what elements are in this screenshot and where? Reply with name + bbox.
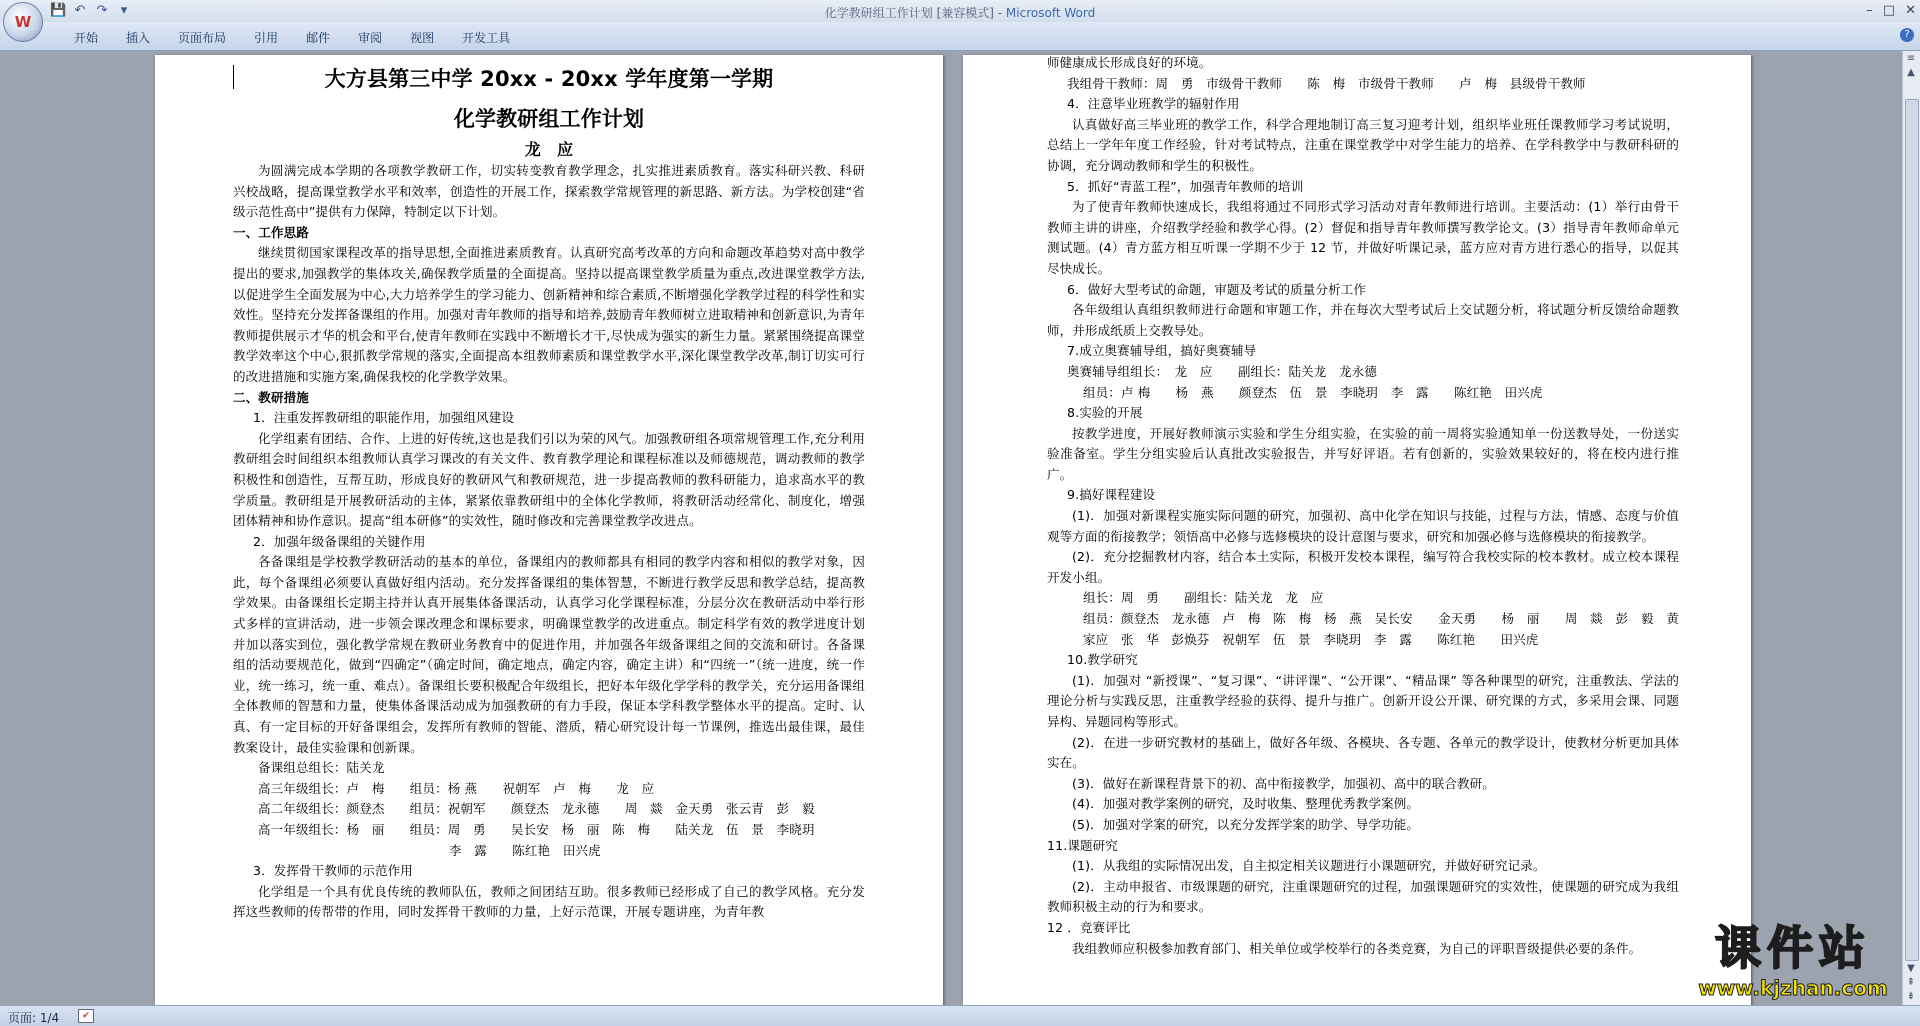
customize-qat-icon[interactable]: ▾ [120, 3, 128, 18]
list-item: 李 露 陈红艳 田兴虎 [449, 842, 601, 858]
list-item: 高三年级组长：卢 梅 组员：杨 燕 祝朝军 卢 梅 龙 应 [258, 780, 655, 796]
paragraph: 继续贯彻国家课程改革的指导思想,全面推进素质教育。认真研究高考改革的方向和命题改革趋势对高中教学提出的要求,加强教学的集体攻关,确保教学质量的全面提高。坚持以提高课堂教学质量为重点,改进课堂教学方法,以促进学生全面发展为中心,大力培养学生的学习能力、创新精神和综合素质,不断增强化学教学过程的科学性和实效性。坚持充分发挥备课组的作用。加强对青年教师的指导和培养,鼓励青年教师树立进取精神和创新意识,为青年教师提供展示才华的机会和平台,使青年教师在实践中不断增长才干,尽快成为强实的新生力量。紧紧围绕提高课堂教学效率这个中心,狠抓教学常规的落实,全面提高本组教师素质和课堂教学水平,深化课堂教学改革,制订切实可行的改进措施和实施方案,确保我校的化学教学效果。 [233, 245, 865, 384]
subsection-heading: 5．抓好“青蓝工程”，加强青年教师的培训 [1067, 178, 1304, 194]
paragraph: 化学组素有团结、合作、上进的好传统,这也是我们引以为荣的风气。加强教研组各项常规管理工作,充分利用教研组会时间组织本组教师认真学习课改的有关文件、教育教学理论和课程标准以及师德规范，调动教师的教学积极性和创造性，互帮互助，形成良好的教研风气和教研规范，进一步提高教师的教科研能力，追求高水平的教学质量。教研组是开展教研活动的主体，紧紧依靠教研组中的全体化学教师，将教研活动经常化、制度化，增强团体精神和协作意识。提高“组本研修”的实效性，随时修改和完善课堂教学改进点。 [233, 430, 865, 529]
list-item: 高二年级组长：颜登杰 组员：祝朝军 颜登杰 龙永德 周 燚 金天勇 张云青 彭 毅 [258, 801, 815, 817]
scroll-down-icon[interactable]: ▼ [1907, 963, 1915, 974]
maximize-button[interactable]: □ [1882, 3, 1896, 18]
paragraph: (1)．加强对 “新授课”、“复习课”、“讲评课”、“公开课”、“精品课” 等各种课型的研究，注重教法、学法的理论分析与实践反思，注重教学经验的获得、提升与推广。创新开设公开课、研究课的方式，多采用会课、同题异构、异题同构等形式。 [1047, 672, 1679, 729]
ribbon-tabs [60, 29, 524, 46]
subsection-heading: 10.教学研究 [1067, 652, 1138, 668]
paragraph: (2)．在进一步研究教材的基础上，做好各年级、各模块、各专题、各单元的教学设计，使教材分析更加具体实在。 [1047, 734, 1679, 771]
paragraph: 师健康成长形成良好的环境。 [1047, 55, 1212, 70]
tab-mailings[interactable]: 邮件 [306, 31, 331, 45]
watermark-url: www.kjzhan.com [1698, 976, 1888, 1000]
tab-references[interactable]: 引用 [254, 31, 279, 45]
paragraph: 各备课组是学校教学教研活动的基本的单位，备课组内的教师都具有相同的教学内容和相似的教学对象，因此，每个备课组必须要认真做好组内活动。充分发挥备课组的集体智慧，不断进行教学反思和教学总结，提高教学效果。由备课组长定期主持并认真开展集体备课活动，认真学习化学课程标准，分层分次在教研活动中举行形式多样的宣讲活动，进一步领会课改理念和课标要求，明确课堂教学的改进重点。制定科学有效的教学进度计划并加以落实到位，强化教学常规在教研业务教育中的促进作用，并加强各年级备课组之间的交流和研讨。各备课组的活动要规范化，做到“四确定”（确定时间，确定地点，确定内容，确定主讲）和“四统一”（统一进度，统一作业，统一练习，统一重、难点）。备课组长要积极配合年级组长，把好本年级化学学科的教学关，充分运用备课组全体教师的智慧和力量，使集体备课活动成为加强教研的有力手段，保证本学科教学整体水平的提高。定时、认真、有一定目标的开好备课组会，发挥所有教师的智能、潜质，精心研究设计每一节课例，推选出最佳课，最佳教案设计，最佳实验课和创新课。 [233, 554, 865, 755]
window-controls [1866, 3, 1916, 18]
previous-page-icon[interactable]: ⇞ [1906, 977, 1916, 988]
document-title: 化学教研组工作计划 [兼容模式] - [824, 6, 1006, 20]
subsection-heading: 11.课题研究 [1047, 837, 1118, 853]
subsection-heading: 6．做好大型考试的命题，审题及考试的质量分析工作 [1067, 281, 1367, 297]
page-2-content [1047, 55, 1679, 959]
app-name: Microsoft Word [1005, 6, 1096, 20]
document-author: 龙 应 [524, 140, 574, 159]
subsection-heading: 9.搞好课程建设 [1067, 487, 1156, 503]
office-button[interactable]: W [3, 2, 43, 42]
paragraph: (3)．做好在新课程背景下的初、高中衔接教学，加强初、高中的联合教研。 [1072, 775, 1495, 791]
ruler-toggle-icon[interactable]: ≡ [1906, 53, 1916, 64]
scroll-up-icon[interactable]: ▲ [1907, 67, 1915, 78]
subsection-heading: 8.实验的开展 [1067, 405, 1143, 421]
document-title-line-2: 化学教研组工作计划 [453, 107, 645, 131]
document-title-line-1: 大方县第三中学 20xx - 20xx 学年度第一学期 [324, 67, 774, 91]
proofing-icon[interactable]: ✔ [78, 1009, 94, 1023]
tab-review[interactable]: 审阅 [358, 31, 383, 45]
paragraph: 认真做好高三毕业班的教学工作，科学合理地制订高三复习迎考计划，组织毕业班任课教师学习考试说明，总结上一学年年度工作经验，针对考试特点，注重在课堂教学中对学生能力的培养、在学科教学中与教研科研的协调，充分调动教师和学生的积极性。 [1047, 116, 1679, 173]
paragraph: 我组教师应积极参加教育部门、相关单位或学校举行的各类竞赛，为自己的评职晋级提供必要的条件。 [1072, 940, 1642, 956]
list-item: 组员：卢 梅 杨 燕 颜登杰 伍 景 李晓玥 李 露 陈红艳 田兴虎 [1083, 384, 1543, 400]
subsection-heading: 3．发挥骨干教师的示范作用 [253, 863, 413, 879]
subsection-heading: 1．注重发挥教研组的职能作用，加强组风建设 [253, 410, 515, 426]
section-heading: 一、工作思路 [233, 224, 309, 240]
page-count[interactable]: 页面: 1/4 [8, 1011, 60, 1025]
undo-icon[interactable]: ↶ [74, 3, 86, 18]
paragraph: 化学组是一个具有优良传统的教师队伍，教师之间团结互助。很多教师已经形成了自己的教学风格。充分发挥这些教师的传帮带的作用，同时发挥骨干教师的力量，上好示范课，开展专题讲座，为青年教 [233, 883, 865, 920]
paragraph: 各年级组认真组织教师进行命题和审题工作，并在每次大型考试后上交试题分析，将试题分析反馈给命题教师，并形成纸质上交教导处。 [1047, 302, 1679, 338]
scrollbar-thumb[interactable] [1905, 99, 1919, 961]
help-icon[interactable]: ? [1900, 28, 1914, 42]
paragraph: 为了使青年教师快速成长，我组将通过不同形式学习活动对青年教师进行培训。主要活动：(1）举行由骨干教师主讲的讲座，介绍教学经验和教学心得。(2）督促和指导青年教师撰写教学论文。(3）指导青年教师命单元测试题。(4）青方蓝方相互听课一学期不少于 12 节，并做好听课记录，蓝方应对青方进行悉心的指导，以促其尽快成长。 [1047, 199, 1679, 276]
page-1[interactable] [155, 55, 943, 1005]
list-item: 奥赛辅导组组长： 龙 应 副组长：陆关龙 龙永德 [1067, 363, 1378, 379]
paragraph: (4)．加强对教学案例的研究，及时收集、整理优秀教学案例。 [1072, 796, 1420, 812]
redo-icon[interactable]: ↷ [96, 3, 108, 18]
tab-insert[interactable]: 插入 [126, 31, 151, 45]
tab-developer[interactable]: 开发工具 [462, 31, 511, 45]
tab-page-layout[interactable]: 页面布局 [178, 31, 227, 45]
subsection-heading: 7.成立奥赛辅导组，搞好奥赛辅导 [1067, 343, 1257, 359]
minimize-button[interactable]: – [1866, 3, 1873, 18]
save-icon[interactable]: 💾 [50, 3, 67, 18]
paragraph: (1)．从我组的实际情况出发，自主拟定相关议题进行小课题研究，并做好研究记录。 [1072, 858, 1546, 874]
paragraph: 为圆满完成本学期的各项教学教研工作，切实转变教育教学理念，扎实推进素质教育。落实科研兴教、科研兴校战略，提高课堂教学水平和效率，创造性的开展工作，探索教学常规管理的新思路、新方法。为学校创建“省级示范性高中”提供有力保障，特制定以下计划。 [233, 163, 865, 220]
list-item: 组员：颜登杰 龙永德 卢 梅 陈 梅 杨 燕 吴长安 金天勇 杨 丽 周 燚 彭 毅 黄家应 张 华 彭焕芬 祝朝军 伍 景 李晓玥 李 露 陈红艳 田兴虎 [1083, 611, 1679, 647]
window-title [0, 4, 1920, 21]
list-item: 我组骨干教师：周 勇 市级骨干教师 陈 梅 市级骨干教师 卢 梅 县级骨干教师 [1067, 75, 1586, 91]
vertical-scrollbar[interactable] [1902, 51, 1920, 1005]
paragraph: (1)．加强对新课程实施实际问题的研究，加强初、高中化学在知识与技能，过程与方法，情感、态度与价值观等方面的衔接教学；领悟高中必修与选修模块的设计意图与要求，研究和加强必修与选修模块的衔接教学。 [1047, 508, 1679, 544]
status-bar [0, 1005, 1920, 1026]
page-1-content [233, 59, 865, 923]
paragraph: (2)．充分挖掘教材内容，结合本土实际，积极开发校本课程，编写符合我校实际的校本教材。成立校本课程开发小组。 [1047, 549, 1679, 585]
paragraph: (2)．主动申报省、市级课题的研究，注重课题研究的过程，加强课题研究的实效性，使课题的研究成为我组教师积极主动的行为和要求。 [1047, 878, 1679, 915]
list-item: 备课组总组长：陆关龙 [258, 760, 385, 776]
tab-home[interactable]: 开始 [74, 31, 99, 45]
subsection-heading: 4．注意毕业班教学的辐射作用 [1067, 96, 1240, 112]
title-bar [0, 0, 1920, 22]
document-area[interactable] [0, 51, 1920, 1005]
paragraph: 按教学进度，开展好教师演示实验和学生分组实验，在实验的前一周将实验通知单一份送教导处，一份送实验准备室。学生分组实验后认真批改实验报告，并写好评语。若有创新的，实验效果较好的，将在校内进行推广。 [1047, 425, 1679, 482]
ribbon [0, 22, 1920, 51]
close-button[interactable]: ✕ [1905, 3, 1916, 18]
page-2[interactable] [963, 55, 1751, 1005]
next-page-icon[interactable]: ⇟ [1906, 991, 1916, 1002]
subsection-heading: 12 ．竞赛评比 [1047, 919, 1131, 935]
list-item: 高一年级组长：杨 丽 组员：周 勇 吴长安 杨 丽 陈 梅 陆关龙 伍 景 李晓玥 [258, 822, 815, 837]
paragraph: (5)．加强对学案的研究，以充分发挥学案的助学、导学功能。 [1072, 816, 1420, 832]
watermark-text: 课件站 [1715, 921, 1871, 975]
watermark-logo [1668, 920, 1918, 1005]
tab-view[interactable]: 视图 [410, 31, 435, 45]
subsection-heading: 2．加强年级备课组的关键作用 [253, 533, 426, 549]
section-heading: 二、教研措施 [233, 389, 309, 405]
list-item: 组长：周 勇 副组长：陆关龙 龙 应 [1083, 590, 1324, 606]
